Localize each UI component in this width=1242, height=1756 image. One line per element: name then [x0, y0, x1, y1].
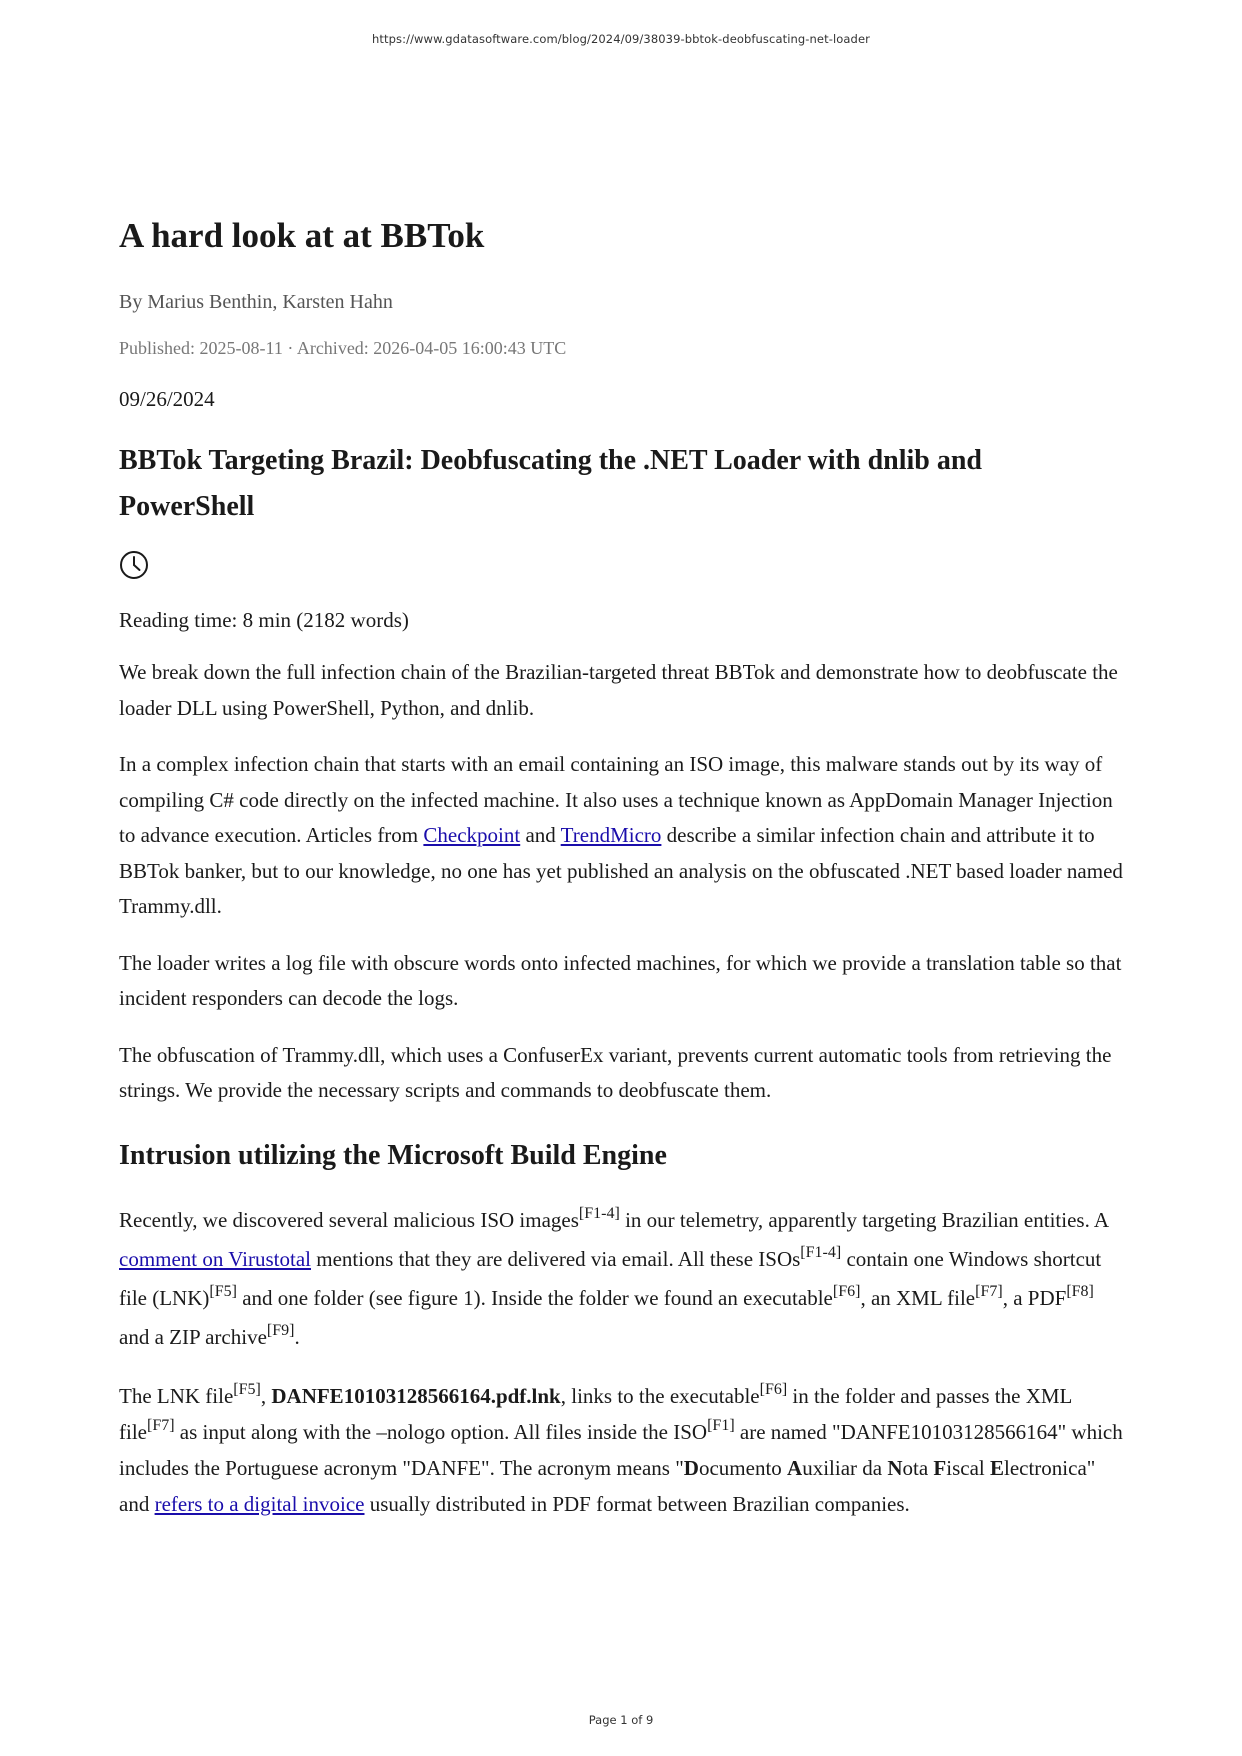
- footnote-ref: [F7]: [975, 1282, 1003, 1300]
- paragraph-intro: We break down the full infection chain of the Brazilian-targeted threat BBTok and demonstrate how to deobfuscate the loader DLL using PowerShell, Python, and dnlib.: [119, 660, 1118, 720]
- article-published-info: Published: 2025-08-11 · Archived: 2026-04-05 16:00:43 UTC: [119, 338, 567, 358]
- text-span: and: [520, 823, 561, 847]
- footnote-ref: [F6]: [832, 1282, 861, 1300]
- text-span: iscal: [946, 1455, 990, 1480]
- text-span: ota: [902, 1455, 934, 1480]
- section-heading: Intrusion utilizing the Microsoft Build Engine: [119, 1139, 667, 1171]
- trendmicro-link[interactable]: TrendMicro: [560, 823, 662, 847]
- text-span: , a PDF: [1002, 1285, 1067, 1310]
- text-span: mentions that they are delivered via email. All these ISOs: [311, 1246, 801, 1271]
- text-span: , an XML file: [860, 1285, 976, 1310]
- text-span: uxiliar da: [802, 1455, 888, 1480]
- footnote-ref: [F5]: [209, 1282, 237, 1300]
- digital-invoice-link[interactable]: refers to a digital invoice: [154, 1491, 365, 1516]
- page-number: Page 1 of 9: [588, 1713, 654, 1727]
- article-content: [119, 212, 1124, 1522]
- text-span: lectronica" and: [119, 1455, 1096, 1516]
- footnote-ref: [F1-4]: [800, 1243, 842, 1261]
- paragraph-log-file: The loader writes a log file with obscure words onto infected machines, for which we provide a translation table so that incident responders can decode the logs.: [119, 950, 1122, 1010]
- text-span: contain one Windows shortcut file (LNK): [119, 1246, 1102, 1310]
- lnk-filename: DANFE10103128566164.pdf.lnk: [271, 1383, 561, 1408]
- footnote-ref: [F7]: [146, 1416, 175, 1434]
- article-date: 09/26/2024: [119, 387, 215, 411]
- text-span: describe a similar infection chain and attribute it to BBTok banker, but to our knowledge, no one has yet published an analysis on the obfuscated .NET based loader named Trammy.dll.: [119, 823, 1123, 918]
- clock-icon: [119, 550, 149, 580]
- paragraph-iso-images: [119, 1201, 1124, 1357]
- footnote-ref: [F1]: [707, 1416, 735, 1434]
- article-subtitle: BBTok Targeting Brazil: Deobfuscating the .NET Loader with dnlib and PowerShell: [119, 445, 982, 522]
- footnote-ref: [F9]: [266, 1321, 295, 1339]
- text-span: The LNK file: [119, 1383, 234, 1408]
- paragraph-obfuscation: The obfuscation of Trammy.dll, which uses a ConfuserEx variant, prevents current automatic tools from retrieving the strings. We provide the necessary scripts and commands to deobfuscate them.: [119, 1042, 1112, 1102]
- paragraph-infection-chain: [119, 747, 1124, 925]
- reading-time: Reading time: 8 min (2182 words): [119, 608, 409, 632]
- article-byline: By Marius Benthin, Karsten Hahn: [119, 291, 393, 313]
- text-span: , links to the executable: [560, 1383, 760, 1408]
- acronym-letter: A: [787, 1455, 803, 1480]
- text-span: are named "DANFE10103128566164" which includes the Portuguese acronym "DANFE". The acronym means ": [119, 1419, 1123, 1480]
- acronym-letter: D: [683, 1455, 699, 1480]
- acronym-letter: N: [887, 1455, 903, 1480]
- footnote-ref: [F5]: [233, 1380, 261, 1398]
- text-span: In a complex infection chain that starts with an email containing an ISO image, this malware stands out by its way of compiling C# code directly on the infected machine. It also uses a technique known as AppDomain Manager Injection to advance execution. Articles from: [119, 752, 1113, 847]
- article-title: A hard look at at BBTok: [119, 216, 485, 255]
- virustotal-comment-link[interactable]: comment on Virustotal: [119, 1246, 311, 1271]
- text-span: and a ZIP archive: [119, 1324, 267, 1349]
- page-url-header: https://www.gdatasoftware.com/blog/2024/09/38039-bbtok-deobfuscating-net-loader: [372, 32, 870, 46]
- text-span: ocumento: [698, 1455, 788, 1480]
- paragraph-lnk-file: [119, 1378, 1124, 1522]
- text-span: usually distributed in PDF format between Brazilian companies.: [364, 1491, 910, 1516]
- text-span: ,: [260, 1383, 272, 1408]
- text-span: Recently, we discovered several malicious ISO images: [119, 1207, 579, 1232]
- text-span: in the folder and passes the XML file: [119, 1383, 1072, 1444]
- text-span: .: [294, 1324, 300, 1349]
- text-span: in our telemetry, apparently targeting Brazilian entities. A: [619, 1207, 1108, 1232]
- acronym-letter: E: [989, 1455, 1004, 1480]
- checkpoint-link[interactable]: Checkpoint: [423, 823, 521, 847]
- acronym-letter: F: [933, 1455, 947, 1480]
- text-span: as input along with the –nologo option. All files inside the ISO: [174, 1419, 708, 1444]
- footnote-ref: [F1-4]: [578, 1204, 620, 1222]
- footnote-ref: [F6]: [759, 1380, 788, 1398]
- text-span: and one folder (see figure 1). Inside the folder we found an executable: [236, 1285, 833, 1310]
- footnote-ref: [F8]: [1066, 1282, 1094, 1300]
